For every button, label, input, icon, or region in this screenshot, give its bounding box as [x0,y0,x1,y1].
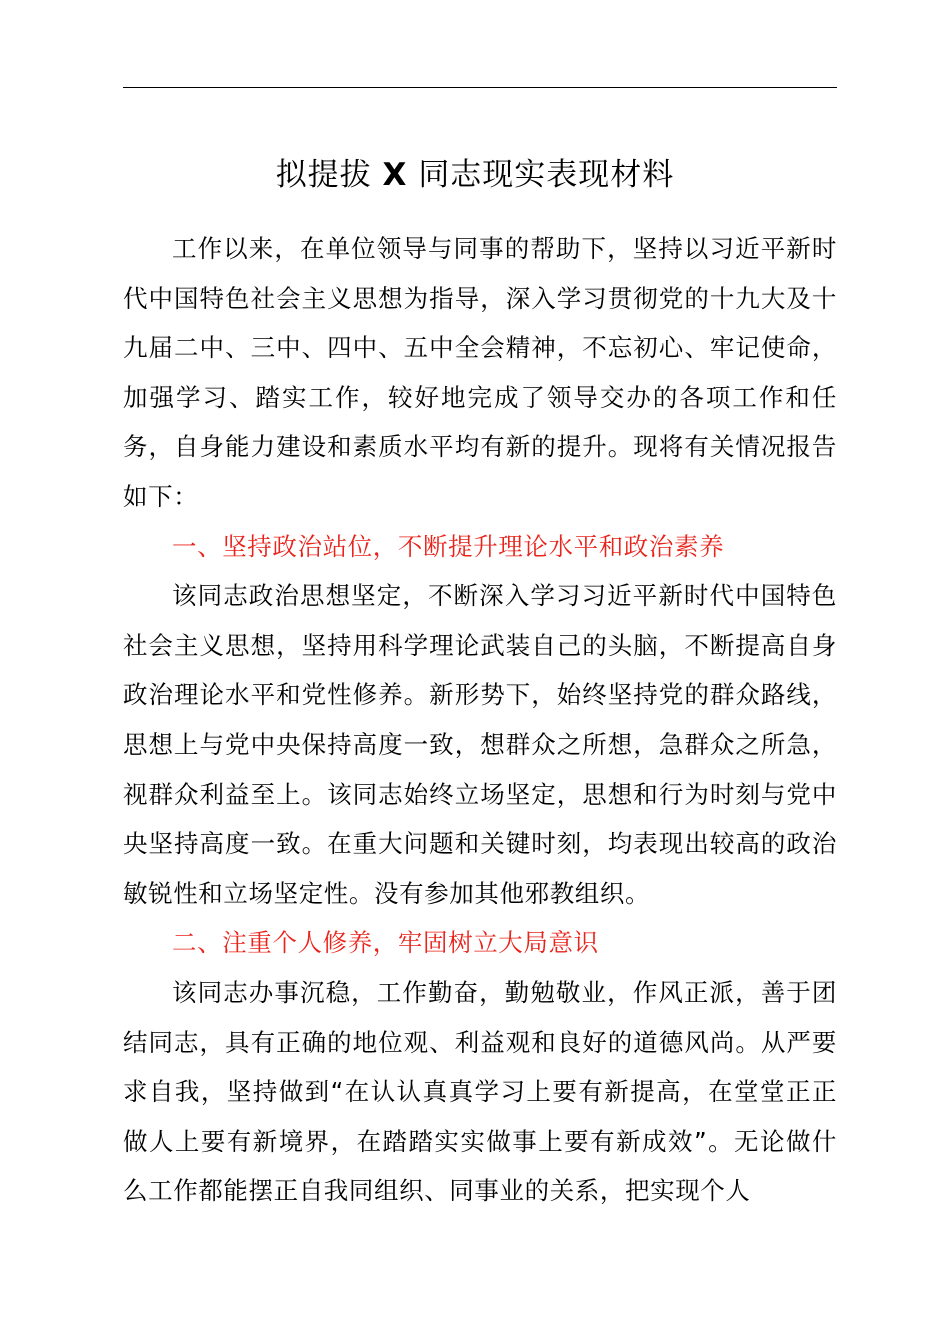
document-body [123,224,837,1216]
section-heading-1: 一、坚持政治站位，不断提升理论水平和政治素养 [172,531,725,561]
title-suffix: 同志现实表现材料 [418,157,675,193]
title-x: X [382,157,408,193]
document-title [0,150,950,200]
header-rule [123,87,837,88]
section-1-paragraph: 该同志政治思想坚定，不断深入学习习近平新时代中国特色社会主义思想，坚持用科学理论武装自己的头脑，不断提高自身政治理论水平和党性修养。新形势下，始终坚持党的群众路线，思想上与党中央保持高度一致，想群众之所想，急群众之所急，视群众利益至上。该同志始终立场坚定，思想和行为时刻与党中央坚持高度一致。在重大问题和关键时刻，均表现出较高的政治敏锐性和立场坚定性。没有参加其他邪教组织。 [123,581,837,908]
section-heading-2: 二、注重个人修养，牢固树立大局意识 [172,928,599,958]
section-2-paragraph: 该同志办事沉稳，工作勤奋，勤勉敬业，作风正派，善于团结同志，具有正确的地位观、利益观和良好的道德风尚。从严要求自我，坚持做到“在认认真真学习上要有新提高，在堂堂正正做人上要有新境界，在踏踏实实做事上要有新成效”。无论做什么工作都能摆正自我同组织、同事业的关系，把实现个人 [123,977,837,1206]
intro-paragraph: 工作以来，在单位领导与同事的帮助下，坚持以习近平新时代中国特色社会主义思想为指导，深入学习贯彻党的十九大及十九届二中、三中、四中、五中全会精神，不忘初心、牢记使命，加强学习、踏实工作，较好地完成了领导交办的各项工作和任务，自身能力建设和素质水平均有新的提升。现将有关情况报告如下： [123,234,837,511]
title-prefix: 拟提拔 [275,157,372,193]
